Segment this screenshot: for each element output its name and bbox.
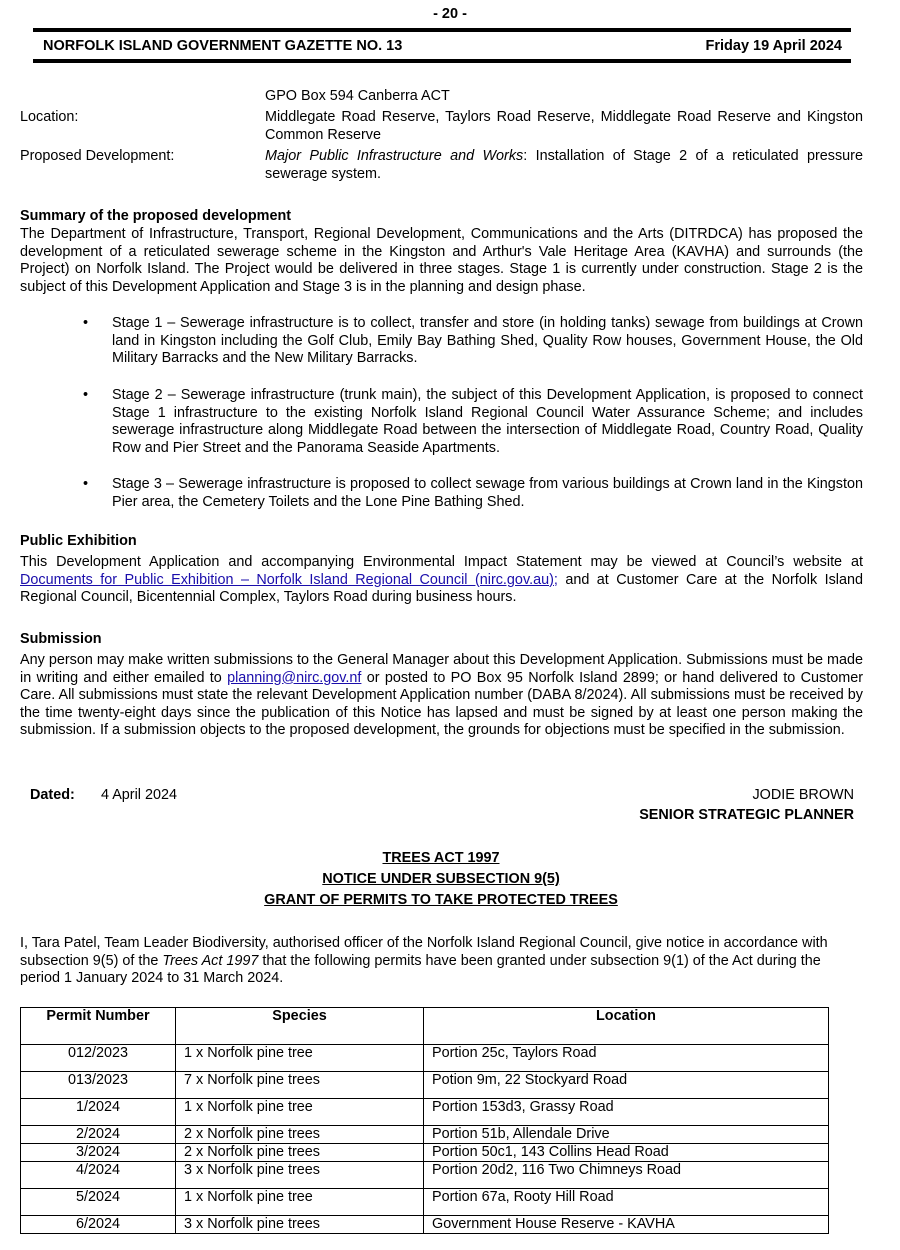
- trees-intro-after: that the following permits have been granted under subsection 9(1) of the Act during the period 1 January 2024 to 31 March 2024.: [20, 952, 821, 987]
- public-exhibition-heading: Public Exhibition: [20, 533, 137, 549]
- table-row: [21, 1189, 829, 1216]
- table-row: [21, 1126, 829, 1144]
- table-header-row: [21, 1008, 829, 1045]
- gazette-date: Friday 19 April 2024: [705, 38, 842, 54]
- proposed-development-description: : Installation of Stage 2 of a reticulated pressure sewerage system.: [265, 148, 863, 182]
- table-row: [21, 1162, 829, 1189]
- proposed-development-type: Major Public Infrastructure and Works: [265, 148, 524, 164]
- proposed-development-label: Proposed Development:: [20, 148, 175, 164]
- proposed-development-value: [265, 148, 863, 183]
- signatory-position: SENIOR STRATEGIC PLANNER: [639, 807, 854, 823]
- species-cell: 3 x Norfolk pine trees: [176, 1216, 424, 1234]
- species-cell: 2 x Norfolk pine trees: [176, 1126, 424, 1144]
- species-cell: 2 x Norfolk pine trees: [176, 1144, 424, 1162]
- permits-table: [20, 1007, 829, 1234]
- trees-intro-before: I, Tara Patel, Team Leader Biodiversity, authorised officer of the Norfolk Island Regional Council, give notice in accordance with subsection 9(5) of the: [20, 935, 828, 969]
- exhibition-text-before: This Development Application and accompanying Environmental Impact Statement may be viewed at Council’s website at: [20, 554, 863, 570]
- location-cell: Portion 20d2, 116 Two Chimneys Road: [424, 1162, 829, 1189]
- summary-text: The Department of Infrastructure, Transport, Regional Development, Communications and the Arts (DITRDCA) has proposed the development of a reticulated sewerage scheme in the Kingston and Arthur's Vale Heritage Area (KAVHA) and surrounds (the Project) on Norfolk Island. The Project would be delivered in three stages. Stage 1 is currently under construction. Stage 2 is the subject of this Development Application and Stage 3 is in the planning and design phase.: [20, 226, 863, 295]
- permit-number-cell: 012/2023: [21, 1045, 176, 1072]
- header-rule-bottom: [33, 59, 851, 63]
- public-exhibition-text: [20, 554, 863, 607]
- submission-text: [20, 652, 863, 740]
- location-label: Location:: [20, 109, 79, 125]
- trees-act-title: TREES ACT 1997: [382, 850, 500, 866]
- summary-heading: Summary of the proposed development: [20, 208, 292, 224]
- exhibition-text-after: and at Customer Care at the Norfolk Island Regional Council, Bicentennial Complex, Taylors Road during business hours.: [20, 571, 864, 606]
- species-cell: 1 x Norfolk pine tree: [176, 1099, 424, 1126]
- bullet-3-symbol: •: [83, 476, 89, 492]
- permit-number-cell: 013/2023: [21, 1072, 176, 1099]
- location-value: Middlegate Road Reserve, Taylors Road Reserve, Middlegate Road Reserve and Kingston Common Reserve: [265, 109, 863, 143]
- bullet-1-symbol: •: [83, 315, 89, 331]
- bullet-stage-2: Stage 2 – Sewerage infrastructure (trunk main), the subject of this Development Application, is proposed to connect Stage 1 infrastructure to the existing Norfolk Island Regional Council Water Assurance Scheme; and includes sewerage infrastructure along Middlegate Road between the intersection of Middlegate Road, Country Road, Quality Row and Pier Street and the Panorama Seaside Apartments.: [112, 387, 863, 456]
- table-row: [21, 1099, 829, 1126]
- location-cell: Portion 25c, Taylors Road: [424, 1045, 829, 1072]
- applicant-address: GPO Box 594 Canberra ACT: [265, 88, 450, 104]
- header-rule-top: [33, 28, 851, 32]
- permit-number-cell: 2/2024: [21, 1126, 176, 1144]
- location-cell: Portion 51b, Allendale Drive: [424, 1126, 829, 1144]
- header-species: Species: [176, 1008, 424, 1045]
- location-cell: Portion 67a, Rooty Hill Road: [424, 1189, 829, 1216]
- gazette-title: NORFOLK ISLAND GOVERNMENT GAZETTE NO. 13: [43, 38, 403, 54]
- submission-text-before: Any person may make written submissions to the General Manager about this Development Application. Submissions must be made in writing and either emailed to: [20, 652, 863, 686]
- dated-value: 4 April 2024: [101, 787, 178, 803]
- location-cell: Potion 9m, 22 Stockyard Road: [424, 1072, 829, 1099]
- header-permit-number: Permit Number: [21, 1008, 176, 1045]
- species-cell: 1 x Norfolk pine tree: [176, 1189, 424, 1216]
- species-cell: 7 x Norfolk pine trees: [176, 1072, 424, 1099]
- bullet-stage-1: Stage 1 – Sewerage infrastructure is to collect, transfer and store (in holding tanks) sewage from buildings at Crown land in Kingston including the Golf Club, Emily Bay Bathing Shed, Quality Row houses, Government House, the Old Military Barracks and the New Military Barracks.: [112, 315, 863, 367]
- table-row: [21, 1144, 829, 1162]
- permit-number-cell: 1/2024: [21, 1099, 176, 1126]
- signatory-name: JODIE BROWN: [752, 787, 854, 803]
- table-row: [21, 1216, 829, 1234]
- permit-number-cell: 6/2024: [21, 1216, 176, 1234]
- permit-number-cell: 5/2024: [21, 1189, 176, 1216]
- table-row: [21, 1045, 829, 1072]
- permit-number-cell: 4/2024: [21, 1162, 176, 1189]
- table-row: [21, 1072, 829, 1099]
- submission-heading: Submission: [20, 631, 102, 647]
- location-cell: Portion 153d3, Grassy Road: [424, 1099, 829, 1126]
- bullet-2-symbol: •: [83, 387, 89, 403]
- page-number: - 20 -: [433, 6, 467, 22]
- trees-act-reference: Trees Act 1997: [162, 952, 259, 969]
- grant-permits-title: GRANT OF PERMITS TO TAKE PROTECTED TREES: [264, 892, 618, 908]
- permit-number-cell: 3/2024: [21, 1144, 176, 1162]
- species-cell: 3 x Norfolk pine trees: [176, 1162, 424, 1189]
- location-cell: Portion 50c1, 143 Collins Head Road: [424, 1144, 829, 1162]
- bullet-stage-3: Stage 3 – Sewerage infrastructure is proposed to collect sewage from various buildings at Crown land in the Kingston Pier area, the Cemetery Toilets and the Lone Pine Bathing Shed.: [112, 476, 863, 510]
- dated-label: Dated:: [30, 787, 75, 803]
- planning-email-link[interactable]: planning@nirc.gov.nf: [227, 669, 362, 686]
- submission-text-after: or posted to PO Box 95 Norfolk Island 2899; or hand delivered to Customer Care. All submissions must state the relevant Development Application number (DABA 8/2024). All submissions must be received by the time twenty-eight days since the publication of this Notice has lapsed and must be signed by at least one person making the submission. If a submission objects to the proposed development, the grounds for objections must be specified in the submission.: [20, 669, 863, 739]
- exhibition-documents-link[interactable]: Documents for Public Exhibition – Norfolk Island Regional Council (nirc.gov.au);: [20, 571, 558, 588]
- species-cell: 1 x Norfolk pine tree: [176, 1045, 424, 1072]
- notice-subsection-title: NOTICE UNDER SUBSECTION 9(5): [322, 871, 560, 887]
- trees-intro-text: [20, 935, 860, 988]
- location-cell: Government House Reserve - KAVHA: [424, 1216, 829, 1234]
- header-location: Location: [424, 1008, 829, 1045]
